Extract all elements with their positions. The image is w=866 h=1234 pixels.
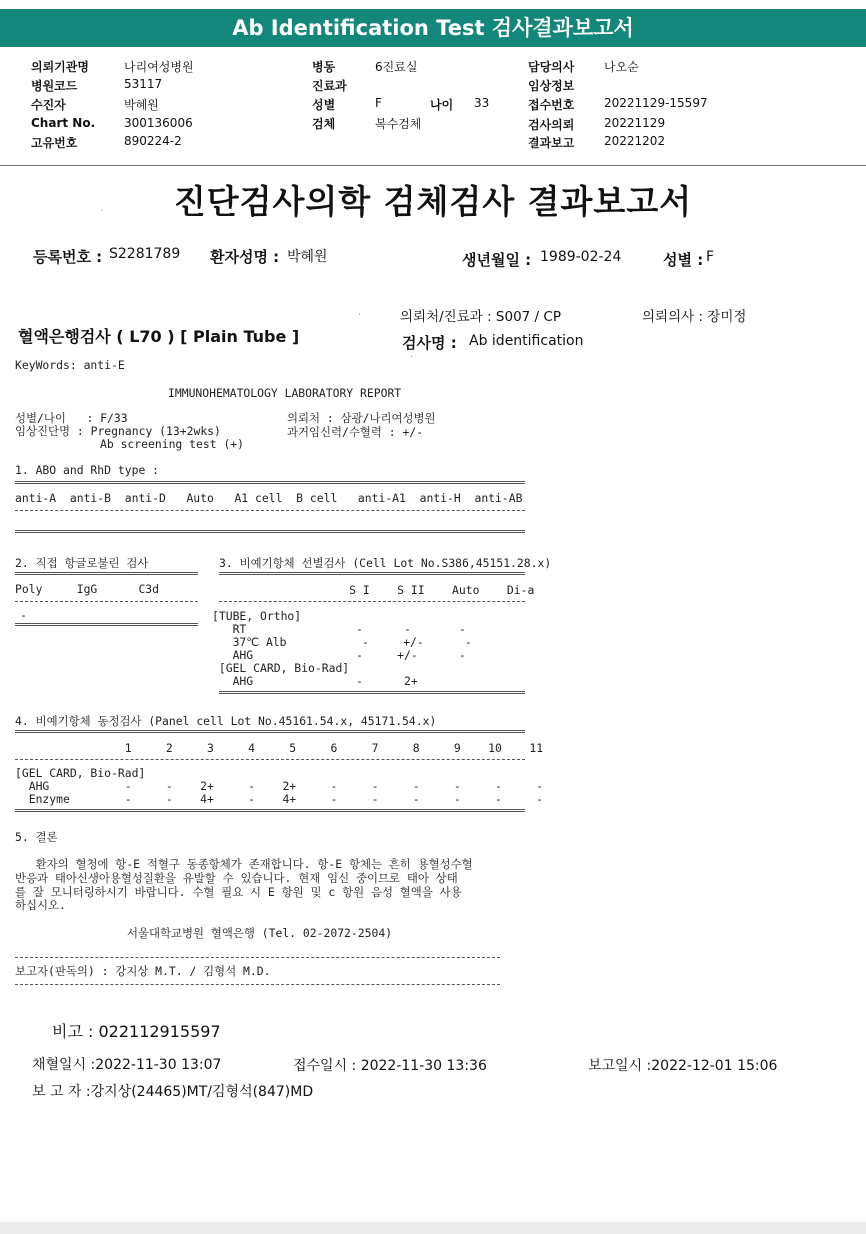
scan-mark: · — [410, 352, 414, 363]
referral-line: 의뢰처 : 삼광/나리여성병원 — [287, 411, 436, 425]
lab-hospital: 서울대학교병원 혈액은행 (Tel. 02-2072-2504) — [127, 926, 393, 940]
dashed-rule — [15, 957, 500, 958]
reported-time: 보고일시 :2022-12-01 15:06 — [588, 1058, 778, 1074]
received-time: 접수일시 : 2022-11-30 13:36 — [293, 1058, 487, 1074]
conclusion-title: 5. 결론 — [15, 830, 58, 844]
diagnosis-line-1: 임상진단명 : Pregnancy (13+2wks) — [15, 424, 221, 438]
label-patient-name: 환자성명 : — [210, 248, 280, 266]
referring-doctor: 의뢰의사 : 장미정 — [642, 309, 747, 325]
diagnosis-line-2: Ab screening test (+) — [100, 437, 245, 451]
value-patient: 박혜원 — [124, 98, 159, 112]
value-sex-main: F — [706, 249, 715, 265]
panel-row: [GEL CARD, Bio-Rad] — [15, 766, 146, 780]
value-unique-no: 890224-2 — [124, 134, 182, 148]
value-test-request: 20221129 — [604, 116, 666, 130]
panel-header: 1 2 3 4 5 6 7 8 9 10 11 — [15, 741, 544, 755]
double-rule — [15, 730, 525, 733]
value-doctor: 나오순 — [604, 60, 639, 74]
value-ward: 6진료실 — [375, 60, 418, 74]
value-test-name: Ab identification — [469, 333, 584, 349]
history-line: 과거임신력/수혈력 : +/- — [287, 425, 424, 439]
panel-row: AHG - - 2+ - 2+ - - - - - - — [15, 779, 544, 793]
panel-section-title: 4. 비예기항체 동정검사 (Panel cell Lot No.45161.54.x, 45171.54.x) — [15, 714, 437, 728]
label-hospital-code: 병원코드 — [31, 79, 78, 93]
dat-header: Poly IgG C3d — [15, 582, 160, 596]
footer-reporter: 보 고 자 :강지상(24465)MT/김형석(847)MD — [32, 1084, 314, 1100]
keywords: KeyWords: anti-E — [15, 358, 125, 372]
scan-mark: · — [100, 206, 104, 217]
label-age: 나이 — [430, 98, 454, 112]
screening-row: AHG - +/- - — [212, 648, 466, 662]
value-hospital-code: 53117 — [124, 77, 163, 91]
dashed-rule — [15, 601, 198, 602]
double-rule — [15, 481, 525, 484]
double-rule — [15, 530, 525, 533]
abo-section-title: 1. ABO and RhD type : — [15, 463, 160, 477]
double-rule — [15, 623, 198, 626]
dat-value: - — [20, 608, 27, 622]
double-rule — [15, 572, 198, 575]
dashed-rule — [219, 601, 525, 602]
screening-header: S I S II Auto Di-a — [212, 583, 535, 597]
label-patient: 수진자 — [31, 98, 66, 112]
screening-row: RT - - - — [212, 622, 466, 636]
conclusion-line: 환자의 혈청에 항-E 적혈구 동종항체가 존재합니다. 항-E 항체는 흔히 용혈성수혈 — [15, 857, 473, 871]
sex-age-line: 성별/나이 : F/33 — [15, 411, 128, 425]
conclusion-line: 를 잘 모니터링하시기 바랍니다. 수혈 필요 시 E 항원 및 c 항원 음성 혈액을 사용 — [15, 885, 462, 899]
value-registration: S2281789 — [109, 246, 181, 262]
value-age: 33 — [474, 96, 490, 110]
section-title: 혈액은행검사 ( L70 ) [ Plain Tube ] — [18, 327, 300, 346]
lab-report-heading: IMMUNOHEMATOLOGY LABORATORY REPORT — [168, 386, 402, 400]
label-clinical-info: 임상정보 — [528, 79, 575, 93]
label-test-name: 검사명 : — [402, 334, 457, 352]
value-chart-no: 300136006 — [124, 116, 193, 130]
screening-row: AHG - 2+ — [212, 674, 418, 688]
conclusion-line: 하십시오. — [15, 898, 66, 912]
label-birthdate: 생년월일 : — [462, 251, 532, 269]
label-doctor: 담당의사 — [528, 60, 575, 74]
value-receipt-no: 20221129-15597 — [604, 96, 708, 110]
scan-mark: · — [358, 310, 362, 321]
note: 비고 : 022112915597 — [52, 1022, 221, 1041]
abo-header: anti-A anti-B anti-D Auto A1 cell B cell anti-A1 anti-H anti-AB — [15, 491, 523, 505]
title-banner: Ab Identification Test 검사결과보고서 — [0, 9, 866, 47]
value-specimen: 복수검체 — [375, 117, 422, 131]
dashed-rule — [15, 759, 525, 760]
collected-time: 채혈일시 :2022-11-30 13:07 — [32, 1057, 222, 1073]
report-title: 진단검사의학 검체검사 결과보고서 — [173, 182, 693, 221]
dat-section-title: 2. 직접 항글로불린 검사 — [15, 556, 149, 570]
label-receipt-no: 접수번호 — [528, 98, 575, 112]
referral-department: 의뢰처/진료과 : S007 / CP — [400, 309, 561, 325]
label-department: 진료과 — [312, 79, 347, 93]
double-rule — [219, 572, 525, 575]
dashed-rule — [15, 510, 525, 511]
conclusion-line: 반응과 태아신생아용혈성질환을 유발할 수 있습니다. 현재 임신 중이므로 태아 상태 — [15, 871, 458, 885]
double-rule — [219, 691, 525, 694]
value-sex: F — [375, 96, 382, 110]
value-institution: 나리여성병원 — [124, 60, 194, 74]
screening-row: 37℃ Alb - +/- - — [212, 635, 472, 649]
label-institution: 의뢰기관명 — [31, 60, 89, 74]
label-unique-no: 고유번호 — [31, 136, 78, 150]
label-ward: 병동 — [312, 60, 336, 74]
lab-reporter: 보고자(판독의) : 강지상 M.T. / 김형석 M.D. — [15, 964, 271, 978]
value-patient-name: 박혜원 — [287, 249, 328, 265]
label-sex: 성별 — [312, 98, 336, 112]
label-specimen: 검체 — [312, 117, 336, 131]
label-registration: 등록번호 : — [33, 248, 103, 266]
header-divider — [0, 165, 866, 166]
screening-section-title: 3. 비예기항체 선별검사 (Cell Lot No.S386,45151.28.x) — [219, 556, 552, 570]
label-test-request: 검사의뢰 — [528, 118, 575, 132]
label-sex-main: 성별 : — [663, 251, 704, 269]
panel-row: Enzyme - - 4+ - 4+ - - - - - - — [15, 792, 544, 806]
dashed-rule — [15, 984, 500, 985]
double-rule — [15, 809, 525, 812]
label-result-report: 결과보고 — [528, 136, 575, 150]
value-birthdate: 1989-02-24 — [540, 249, 622, 265]
screening-row: [GEL CARD, Bio-Rad] — [212, 661, 350, 675]
label-chart-no: Chart No. — [31, 116, 96, 130]
screening-row: [TUBE, Ortho] — [212, 609, 302, 623]
value-result-report: 20221202 — [604, 134, 666, 148]
